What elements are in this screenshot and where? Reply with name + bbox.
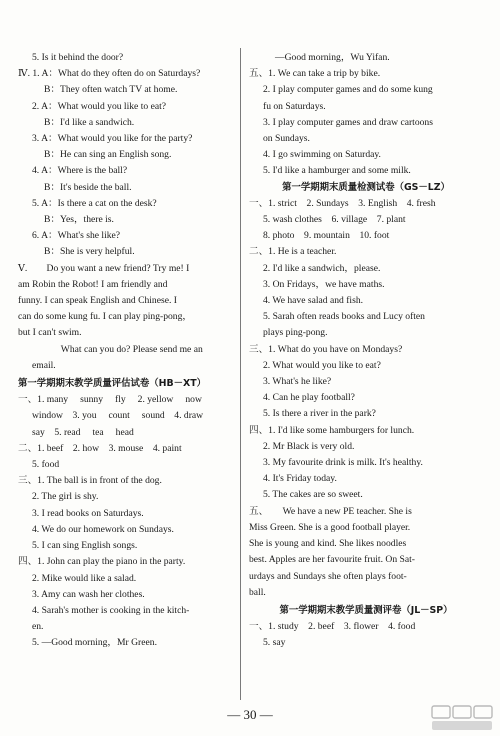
paragraph-line: best. Apples are her favourite fruit. On Sat-: [249, 554, 415, 566]
answer-line: 2. I play computer games and do some kung: [263, 84, 433, 96]
answer-line: on Sundays.: [263, 133, 310, 145]
answer-line: fu on Saturdays.: [263, 100, 326, 112]
answer-line: 2. Mr Black is very old.: [263, 440, 355, 452]
answer-paragraph-robot: [18, 261, 232, 342]
answer-line: 4. We do our homework on Sundays.: [32, 523, 174, 535]
section-heading-gs-lz: 第一学期期末质量检测试卷（GS－LZ）: [282, 181, 450, 193]
answer-line: 四、1. John can play the piano in the party.: [18, 556, 186, 568]
answer-line: 3. My favourite drink is milk. It's healthy.: [263, 457, 423, 469]
paragraph-line: What can you do? Please send me an: [32, 343, 203, 355]
paragraph-line: am Robin the Robot! I am friendly and: [18, 278, 168, 290]
left-column: [18, 50, 232, 652]
watermark-logo-icon: [430, 704, 494, 732]
answer-line: 一、1. many sunny fly 2. yellow now: [18, 394, 202, 406]
right-column: [249, 50, 483, 652]
answer-line: 3. Amy can wash her clothes.: [32, 588, 145, 600]
answer-line: 4. Sarah's mother is cooking in the kitch-: [32, 604, 190, 616]
paragraph-line: Miss Green. She is a good football player.: [249, 521, 411, 533]
answer-line: 5. wash clothes 6. village 7. plant: [263, 214, 406, 226]
answer-line: 5. I can sing English songs.: [32, 540, 138, 552]
paragraph-line: funny. I can speak English and Chinese. I: [18, 295, 177, 307]
answer-line: B：She is very helpful.: [44, 246, 135, 258]
answer-line: 5. The cakes are so sweet.: [263, 489, 363, 501]
answer-line: 3. A：What would you like for the party?: [32, 133, 193, 145]
answer-line: 2. The girl is shy.: [32, 491, 99, 503]
answer-line: 一、1. strict 2. Sundays 3. English 4. fresh: [249, 197, 436, 209]
paragraph-line: ball.: [249, 586, 266, 598]
paragraph-line: She is young and kind. She likes noodles: [249, 538, 407, 550]
answer-line: 4. I go swimming on Saturday.: [263, 149, 381, 161]
answer-line: 二、1. beef 2. how 3. mouse 4. paint: [18, 442, 182, 454]
answer-line: —Good morning，Wu Yifan.: [275, 52, 390, 63]
answer-line: 5. food: [32, 459, 60, 471]
answer-line: B：He can sing an English song.: [44, 149, 172, 161]
answer-line: plays ping-pong.: [263, 327, 328, 339]
answer-line: 3. I read books on Saturdays.: [32, 507, 144, 519]
answer-line: 8. photo 9. mountain 10. foot: [263, 230, 390, 242]
answer-line: 4. Can he play football?: [263, 392, 355, 404]
answer-line: 3. I play computer games and draw cartoons: [263, 116, 433, 128]
column-divider: [240, 48, 241, 700]
answer-line: 5. Sarah often reads books and Lucy often: [263, 311, 425, 323]
answer-line: 2. A：What would you like to eat?: [32, 100, 167, 112]
paragraph-line: can do some kung fu. I can play ping-pong，: [18, 311, 192, 323]
answer-line: 三、1. What do you have on Mondays?: [249, 343, 403, 355]
answer-paragraph-pe-teacher: [249, 504, 483, 601]
answer-line: 4. A：Where is the ball?: [32, 165, 128, 177]
answer-line: B：I'd like a sandwich.: [44, 116, 135, 128]
answer-line: 6. A：What's she like?: [32, 230, 121, 242]
answer-paragraph-email: [18, 342, 232, 374]
answer-line: 2. What would you like to eat?: [263, 359, 381, 371]
paragraph-line: Ⅴ. Do you want a new friend? Try me! I: [18, 262, 190, 274]
page-number: — 30 —: [227, 707, 273, 722]
answer-line: 5. A：Is there a cat on the desk?: [32, 197, 157, 209]
answer-line: 3. On Fridays，we have maths.: [263, 278, 385, 290]
answer-line: 5. say: [263, 637, 286, 649]
answer-line: B：It's beside the ball.: [44, 181, 132, 193]
answer-line: 2. I'd like a sandwich，please.: [263, 262, 381, 274]
paragraph-line: 五、 We have a new PE teacher. She is: [249, 505, 412, 517]
answer-line: 五、1. We can take a trip by bike.: [249, 68, 381, 80]
answer-line: B：Yes，there is.: [44, 214, 114, 226]
answer-line: en.: [32, 621, 44, 633]
answer-line: 二、1. He is a teacher.: [249, 246, 337, 258]
paragraph-line: email.: [32, 359, 56, 371]
answer-line: 三、1. The ball is in front of the dog.: [18, 475, 162, 487]
section-heading-hb-xt: 第一学期期末教学质量评估试卷（HB－XT）: [18, 378, 206, 390]
section-heading-jl-sp: 第一学期期末教学质量测评卷（JL－SP）: [279, 604, 453, 616]
answer-line: 5. I'd like a hamburger and some milk.: [263, 165, 411, 177]
answer-line: 四、1. I'd like some hamburgers for lunch.: [249, 424, 415, 436]
answer-line: 3. What's he like?: [263, 376, 332, 388]
answer-line: 5. Is there a river in the park?: [263, 408, 376, 420]
answer-line: 4. It's Friday today.: [263, 473, 337, 485]
paragraph-line: but I can't swim.: [18, 327, 82, 339]
answer-line: 2. Mike would like a salad.: [32, 572, 137, 584]
answer-line: 5. Is it behind the door?: [32, 52, 124, 63]
answer-line: say 5. read tea head: [32, 426, 134, 438]
answer-line: window 3. you count sound 4. draw: [32, 410, 204, 422]
answer-line: 5. —Good morning，Mr Green.: [32, 637, 157, 649]
answer-line: 4. We have salad and fish.: [263, 295, 364, 307]
paragraph-line: urdays and Sundays she often plays foot-: [249, 570, 407, 582]
answer-line: B：They often watch TV at home.: [44, 84, 178, 96]
answer-line: 一、1. study 2. beef 3. flower 4. food: [249, 621, 416, 633]
answer-line: Ⅳ. 1. A：What do they often do on Saturdays?: [18, 68, 201, 80]
